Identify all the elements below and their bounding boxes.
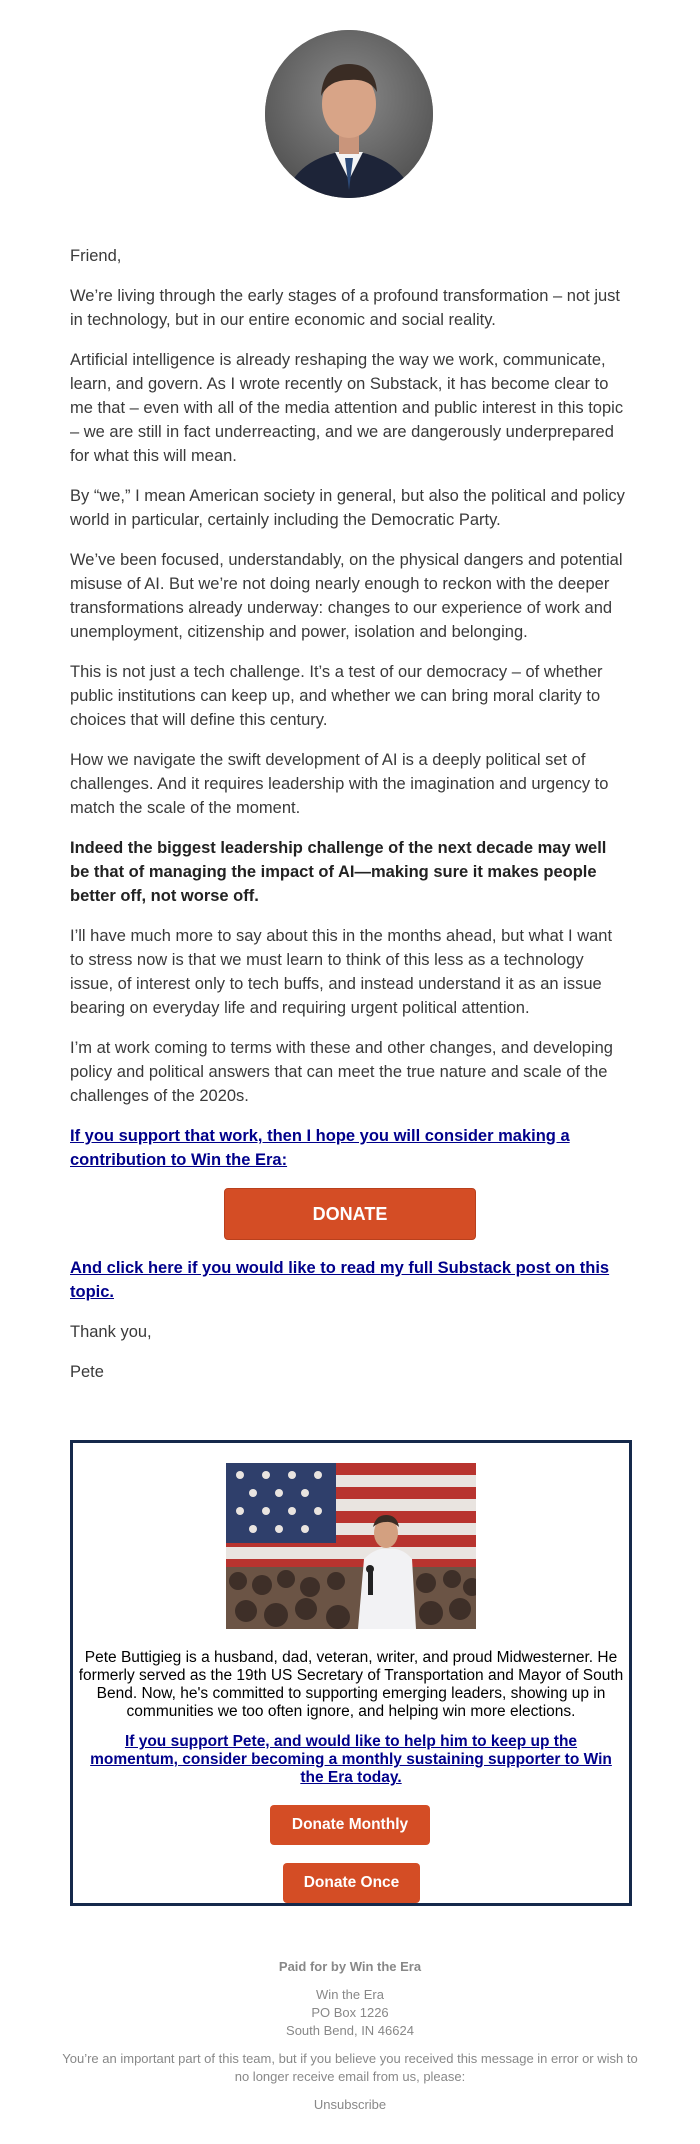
paid-for-line: Paid for by Win the Era	[278, 1959, 422, 1974]
sustaining-supporter-link[interactable]: If you support Pete, and would like to help him to keep up the momentum, consider becoming a monthly sustaining supporter to Win the Era today.	[90, 1733, 612, 1786]
substack-link-paragraph	[70, 1256, 630, 1304]
paragraph-2: Artificial intelligence is already reshaping the way we work, communicate, learn, and govern. As I wrote recently on Substack, it has become clear to me that – even with all of the media attention and public interest in this topic – we are still in fact underreacting, and we are dangerously underprepared for what this will mean.	[70, 351, 624, 465]
signature: Pete	[70, 1363, 104, 1381]
paragraph-1: We’re living through the early stages of a profound transformation – not just in technology, but in our entire economic and social reality.	[70, 287, 621, 329]
paragraph-3: By “we,” I mean American society in general, but also the political and policy world in particular, certainly including the Democratic Party.	[70, 487, 625, 529]
footer	[60, 1958, 640, 2114]
closing: Thank you,	[70, 1323, 152, 1341]
bio-box	[70, 1440, 632, 1906]
bio-text: Pete Buttigieg is a husband, dad, veteran, writer, and proud Midwesterner. He formerly served as the 19th US Secretary of Transportation and Mayor of South Bend. Now, he's committed to supporting emerging leaders, showing up in communities we too often ignore, and helping win more elections.	[78, 1649, 624, 1720]
paragraph-4: We’ve been focused, understandably, on the physical dangers and potential misuse of AI. But we’re not doing nearly enough to reckon with the deeper transformations already underway: changes to our experience of work and unemployment, citizenship and power, isolation and belonging.	[70, 551, 623, 641]
paragraph-6: How we navigate the swift development of AI is a deeply political set of challenges. And it requires leadership with the imagination and urgency to match the scale of the moment.	[70, 751, 609, 817]
letter-body	[70, 244, 630, 1400]
substack-link[interactable]: And click here if you would like to read my full Substack post on this topic.	[70, 1259, 610, 1301]
address-line-3: South Bend, IN 46624	[286, 2023, 414, 2038]
donate-once-button[interactable]: Donate Once	[283, 1863, 420, 1903]
support-link-paragraph	[70, 1124, 630, 1172]
support-link[interactable]: If you support that work, then I hope you will consider making a contribution to Win the Era:	[70, 1127, 570, 1169]
rally-photo	[226, 1463, 476, 1629]
address	[60, 1986, 640, 2040]
unsubscribe-link[interactable]: Unsubscribe	[313, 2097, 387, 2112]
bold-paragraph: Indeed the biggest leadership challenge of the next decade may well be that of managing the impact of AI—making sure it makes people better off, not worse off.	[70, 839, 607, 905]
address-line-2: PO Box 1226	[311, 2005, 389, 2020]
paragraph-7: I’ll have much more to say about this in the months ahead, but what I want to stress now is that we must learn to think of this less as a technology issue, of interest only to tech buffs, and instead understand it as an issue bearing on everyday life and requiring urgent political attention.	[70, 927, 613, 1017]
rally-image	[226, 1463, 476, 1629]
paragraph-5: This is not just a tech challenge. It’s a test of our democracy – of whether public institutions can keep up, and whether we can bring moral clarity to choices that will define this century.	[70, 663, 603, 729]
unsubscribe-note: You’re an important part of this team, but if you believe you received this message in error or wish to no longer receive email from us, please:	[62, 2051, 638, 2084]
greeting: Friend,	[70, 247, 122, 265]
portrait-image	[265, 30, 433, 198]
avatar	[265, 30, 433, 198]
address-line-1: Win the Era	[316, 1987, 384, 2002]
donate-button[interactable]: DONATE	[224, 1188, 476, 1240]
donate-monthly-button[interactable]: Donate Monthly	[270, 1805, 430, 1845]
paragraph-8: I’m at work coming to terms with these and other changes, and developing policy and political answers that can meet the true nature and scale of the challenges of the 2020s.	[70, 1039, 613, 1105]
